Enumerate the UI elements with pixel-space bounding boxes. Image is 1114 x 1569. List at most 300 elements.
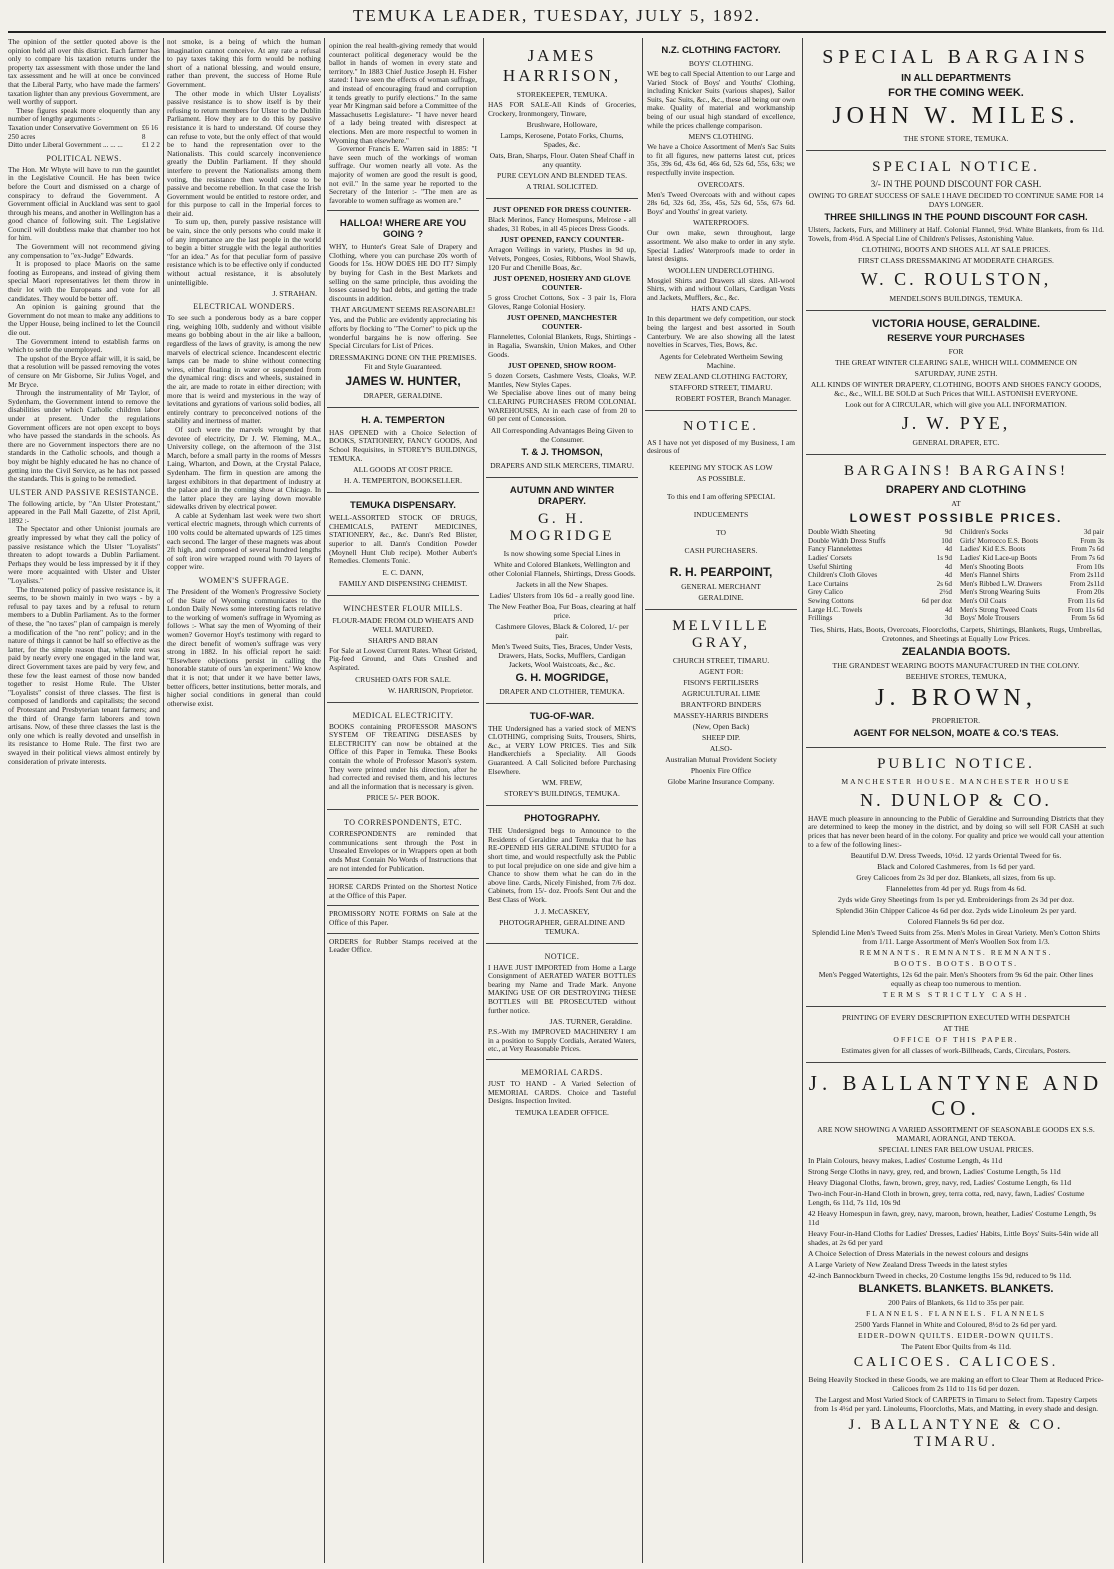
column-rule [802, 38, 803, 1563]
ad-line: KEEPING MY STOCK AS LOW [669, 463, 773, 473]
ad-name: JAMES HARRISON, [502, 46, 622, 85]
ad-line: PRINTING OF EVERY DESCRIPTION EXECUTED WITH DESPATCH [842, 1013, 1070, 1023]
ad-subheading: OVERCOATS. [697, 179, 745, 189]
article-paragraph: These figures speak more eloquently than any number of lengthy arguments :- [8, 105, 160, 124]
ad-line: LOWEST POSSIBLE PRICES. [849, 511, 1063, 526]
article-paragraph: The Hon. Mr Whyte will have to run the gauntlet in the Legislative Council. He has been twice before the Court and dismissed on a charge of conspiracy to defraud the Government. A Government official in Auckland was sent to gaol through his means, and another in Wellington has a good chance of following suit. The Legislative Council will doubtless make that chamber too hot for him. [8, 164, 160, 243]
price-row [808, 554, 952, 563]
masthead-title: TEMUKA LEADER, TUESDAY, JULY 5, 1892. [352, 6, 762, 25]
price-value: 3d pair [1083, 528, 1104, 537]
ad-line: FOR THE COMING WEEK. [888, 87, 1024, 99]
ad-line: CASH PURCHASERS. [684, 546, 758, 556]
price-row [960, 588, 1104, 597]
article-paragraph: not smoke, is a being of which the human imagination cannot conceive. At any rate a refusal to pay taxes taking this form would be nothing short of a national blessing, and would ensure, rather than prevent, the success of Home Rule Government. [167, 38, 321, 89]
price-row [960, 554, 1104, 563]
ad-text: WHY, to Hunter's Great Sale of Drapery and Clothing, where you can purchase 20s worth of Goods for 15s. HOW DOES HE DO IT? Simply by buying for Cash in the Best Markets and selling on the same principle, thus avoiding the losses caused by bad debts, and getting the trade discounts in addition. [329, 242, 477, 303]
ad-text: Ulsters, Jackets, Furs, and Millinery at Half. Colonial Flannel, 9½d. White Blankets, from 6s 11d. Towels, from 4½d. A Special Line of Children's Pelisses, Astonishing Value. [808, 225, 1104, 243]
ad-line: SATURDAY, JUNE 25TH. [914, 369, 998, 379]
price-row [808, 597, 952, 606]
price-value: From 11s 6d [1067, 605, 1104, 614]
ad-sub: GENERAL MERCHANT [681, 582, 761, 592]
opening-item [488, 205, 636, 233]
section-heading: WOMEN'S SUFFRAGE. [198, 576, 290, 586]
article-paragraph: The opinion of the settler quoted above is the opinion held all over this district. Each farmer has only to compare his taxation returns under the property tax assessment with those under the land tax assessment and he will at once be convinced that the Liberal Party, who have made the farmers' taxation lighter than any previous Government, are well worthy of support. [8, 38, 160, 107]
price-item: Ladies' Kid E.S. Boots [960, 545, 1026, 554]
article-paragraph: The other mode in which Ulster Loyalists' passive resistance is to show itself is by their refusing to return members for Ulster to the Dublin Parliament. How they are to do this by passive resistance it is hard to understand. Of course they can refuse to vote, but the only effect of that would be to hand the representation over to the Nationalists. This could scarcely inconvenience greatly the Dublin Parliament. If they should interfere to prevent the Nationalists among them voting, the resistance then would cease to be passive and become rebellion. In that case the Irish Government would be entitled to restore order, and for this purpose to call in the Imperial forces to their aid. [167, 88, 321, 218]
price-value: 4d [944, 545, 952, 554]
ad-line: Look out for A CIRCULAR, which will give you ALL INFORMATION. [845, 400, 1067, 410]
advertisement-dispensary [327, 493, 479, 596]
article-paragraph: The Government will not recommend giving any compensation to "ex-Judge" Edwards. [8, 242, 160, 260]
ad-name: W. C. ROULSTON, [860, 269, 1052, 290]
ad-sig: TEMUKA LEADER OFFICE. [515, 1107, 609, 1117]
ad-name: JOHN W. MILES. [832, 103, 1080, 129]
notice-promissory [327, 906, 479, 933]
advertisement-thomson [486, 199, 638, 478]
ad-line: Lamps, Kerosene, Potato Forks, Churns, Spades, &c. [500, 131, 624, 150]
ad-line: Men's Tweed Suits, Ties, Braces, Under Vests, Drawers, Hats, Socks, Mufflers, Cardigan Jackets, Wool Waistcoats, &c., &c. [491, 641, 633, 669]
ad-list-item: AGRICULTURAL LIME [681, 689, 761, 699]
price-list-right [960, 528, 1104, 623]
price-item: Ladies' Kid Lace-up Boots [960, 553, 1037, 562]
advertisement-mogridge [486, 478, 638, 704]
price-item: Men's Strong Tweed Coats [960, 605, 1038, 614]
ad-line: AS POSSIBLE. [696, 474, 746, 484]
opening-text: Black Merinos, Fancy Homespuns, Melrose - all shades, 31 Robes, in all 45 pieces Dress Goods. [488, 215, 636, 233]
ad-text: CORRESPONDENTS are reminded that communications sent through the Post in Unsealed Envelopes or in Wrappers open at both ends Must Contain No Words of Instructions that are not intended for Publication. [329, 829, 477, 873]
price-row [808, 606, 952, 615]
ad-line: ALL GOODS AT COST PRICE. [353, 465, 453, 475]
column-4 [486, 38, 638, 1563]
ad-list-item: Beautiful D.W. Dress Tweeds, 10½d. 12 yards Oriental Tweed for 6s. [850, 851, 1062, 861]
ad-list-item: Phoenix Fire Office [690, 766, 752, 776]
ad-heading: MEMORIAL CARDS. [521, 1067, 603, 1077]
ad-name: MELVILLE GRAY, [672, 618, 770, 652]
ad-sub: DRAPERS AND SILK MERCERS, TIMARU. [490, 460, 634, 470]
article-paragraph: The upshot of the Bryce affair will, it is said, be that a resolution will be passed removing the votes of censure on Mr Gisborne, Sir Julius Vogel, and Mr Bryce. [8, 353, 160, 389]
ad-line: ALL KINDS OF WINTER DRAPERY, CLOTHING, BOOTS AND SHOES FANCY GOODS, &c., &c., WILL BE SOLD at Such Prices that WILL ASTONISH EVERYONE. [810, 380, 1102, 399]
ad-line: CLOTHING, BOOTS AND SHOES ALL AT SALE PRICES. [861, 245, 1051, 255]
ad-list-item: 42-inch Bannockburn Tweed in checks, 20 Costume lengths 15s 9d, reduced to 9s 11d. [808, 1271, 1072, 1281]
price-row [960, 528, 1104, 537]
ad-sig: WM. FREW, [541, 778, 582, 788]
article-paragraph: The Government intend to establish farms on which to settle the unemployed. [8, 336, 160, 355]
opening-text: Arragon Veilings in variety, Plushes in 9d up, Velvets, Pongees, Cosies, Ribbons, Wool Shawls, 120 Fur and Chenille Boas, &c. [488, 245, 636, 272]
opening-title: JUST OPENED, MANCHESTER COUNTER- [506, 313, 618, 332]
ad-list-item: Splendid 36in Chipper Calicoe 4s 6d per doz. 2yds wide Linoleum 2s per yard. [835, 906, 1077, 916]
ad-text: Yes, and the Public are evidently appreciating his efforts by flocking to "The Corner" to pick up the wonderful bargains he is now offering. See Special Circulars for List of Prices. [329, 315, 477, 351]
ad-line: Men's Pegged Watertights, 12s 6d the pair. Men's Shooters from 9s 6d the pair. Other lines equally as cheap too numerous to mention. [818, 970, 1094, 989]
advertisement-printing [806, 1007, 1106, 1063]
article-continuation [327, 38, 479, 211]
article-paragraph: opinion the real health-giving remedy that would counteract political degeneracy would be the ballot in hands of women in every state and territory." In 1883 Chief Justice Joseph H. Fisher stated: I have seen the effects of woman suffrage, and instead of encouraging fraud and corruption it tends greatly to purify elections." In the same year Mr Kingman said before a Committee of the Massachusetts Legislature:- "I have never heard of a lady being treated with disrespect at elections. Men are more respectful to women in Wyoming than elsewhere." [329, 41, 477, 145]
advertisement-tug-of-war [486, 704, 638, 807]
advertisement-dunlop [806, 748, 1106, 1007]
price-value: 4d [944, 562, 952, 571]
ad-heading: BARGAINS! BARGAINS! [843, 463, 1069, 480]
ad-line: The Patent Ebor Quilts from 4s 11d. [900, 1342, 1012, 1352]
ad-sub: CHURCH STREET, TIMARU. [672, 656, 770, 666]
ad-heading: MEDICAL ELECTRICITY. [352, 710, 454, 720]
opening-item [488, 274, 636, 311]
ad-line: AGENT FOR: [698, 667, 744, 677]
price-item: Double Width Sheeting [808, 528, 876, 537]
ad-sub: PHOTOGRAPHER, GERALDINE AND TEMUKA. [499, 917, 625, 936]
ad-list-item: FISON'S FERTILISERS [683, 678, 759, 688]
ad-sub: DRAPER, GERALDINE. [363, 390, 443, 400]
ad-name: R. H. PEARPOINT, [669, 565, 773, 580]
ad-text: BOOKS containing PROFESSOR MASON'S SYSTEM OF TREATING DISEASES by ELECTRICITY can now be obtained at the Office of this Paper in Temuka. These Books contain the whole of Professor Mason's system. They were printed under his direction, after he had corrected and revised them, and his lectures and all the information that is necessary is given. [329, 721, 477, 791]
notice-rubber-stamps [327, 934, 479, 960]
ad-text: HAS OPENED with a Choice Selection of BOOKS, STATIONERY, FANCY GOODS, And School Requisites, in STOREY'S BUILDINGS, TEMUKA. [329, 427, 477, 463]
ad-heading: WINCHESTER FLOUR MILLS. [343, 603, 463, 613]
ad-text: AS I have not yet disposed of my Business, I am desirous of [647, 437, 795, 456]
ad-line: To this end I am offering SPECIAL [666, 492, 776, 502]
advertisement-melville-gray [645, 610, 797, 793]
ad-text: Mosgiel Shirts and Drawers all sizes. All-wool Shirts, with and without Collars, Cardigan Vests and Jackets, Mufflers, &c., &c. [647, 275, 795, 302]
ad-sig: J. BALLANTYNE & CO. TIMARU. [848, 1417, 1064, 1451]
article-paragraph: Through the instrumentality of Mr Taylor, of Sydenham, the Government intend to remove the disabilities under which Catholic children labor under at present. Under the regulations Government officers are not open except to boys who have passed the standards in the schools. As there are no Government inspectors there are no standards in the Catholic schools, and though a boy might be highly educated he has no chance of getting into the Civil Service, as he has not passed the standards. This is going to be remedied. [8, 388, 160, 484]
ad-line: DRESSMAKING DONE ON THE PREMISES. Fit and Style Guaranteed. [329, 352, 477, 371]
ad-line: Being Heavily Stocked in these Goods, we are making an effort to Clear Them at Reduced Price-Calicoes from 2s 11d to 11s 6d per dozen. [808, 1375, 1104, 1394]
price-row [960, 606, 1104, 615]
ad-line: CRUSHED OATS FOR SALE. [355, 674, 451, 684]
ad-list-item: Strong Serge Cloths in navy, grey, red, and brown, Ladies' Costume Length, 5s 11d [808, 1167, 1061, 1177]
price-list [808, 528, 1104, 623]
ad-text: WE beg to call Special Attention to our Large and Varied Stock of Boys' and Youths' Clothing, including Knicker Suits (various shapes), Sailor Suits, Sac Suits, &c., &c., these all being our own make. Quality of material and workmanship being of our usual high standard of excellence, while the prices challenge comparison. [647, 69, 795, 130]
ad-line: BEEHIVE STORES, TEMUKA, [905, 671, 1007, 681]
column-rule [163, 38, 164, 1563]
ad-name: JAMES W. HUNTER, [345, 373, 461, 388]
ad-line: FLANNELS. FLANNELS. FLANNELS [865, 1309, 1047, 1319]
article-paragraph: The following article, by "An Ulster Protestant," appeared in the Pall Mall Gazette, of 21st April, 1892 :- [8, 498, 160, 525]
column-3 [327, 38, 479, 1563]
ad-line: AGENT FOR NELSON, MOATE & CO.'S TEAS. [853, 727, 1059, 739]
price-value: From 20s [1076, 588, 1104, 597]
ad-sub: STOREKEEPER, TEMUKA. [516, 90, 608, 99]
price-item: Men's Strong Wearing Suits [960, 588, 1041, 597]
ad-line: EIDER-DOWN QUILTS. EIDER-DOWN QUILTS. [857, 1331, 1055, 1341]
ad-line: Cashmere Gloves, Black & Colored, 1/- per pair. [495, 621, 629, 640]
price-item: Men's Shooting Boots [960, 562, 1024, 571]
opening-title: JUST OPENED, SHOW ROOM- [507, 361, 617, 371]
price-value: 4d [944, 571, 952, 580]
price-row [960, 537, 1104, 546]
advertisement-harrison [486, 38, 638, 199]
ad-heading: H. A. TEMPERTON [361, 414, 445, 426]
ad-line: FOR [948, 347, 964, 357]
ad-text: Men's Tweed Overcoats with and without capes 28s 6d, 32s 6d, 35s, 45s, 52s 6d, 55s, 67s 6d. Boys' and Youths' in great variety. [647, 189, 795, 216]
ad-line: Oats, Bran, Sharps, Flour. Oaten Sheaf Chaff in any quantity. [489, 151, 635, 170]
ad-heading: N.Z. CLOTHING FACTORY. [661, 45, 781, 56]
ad-heading: PUBLIC NOTICE. [877, 755, 1035, 772]
ad-sig: E. C. DANN, [382, 567, 424, 577]
opening-title: JUST OPENED, FANCY COUNTER- [500, 235, 624, 245]
opening-item [488, 313, 636, 359]
price-item: Useful Shirting [808, 562, 853, 571]
price-value: From 5s 6d [1071, 614, 1104, 623]
ad-line: THE GRANDEST WEARING BOOTS MANUFACTURED IN THE COLONY. [832, 660, 1080, 670]
ad-line: Estimates given for all classes of work-Billheads, Cards, Circulars, Posters. [841, 1046, 1071, 1056]
price-item: Ladies' Corsets [808, 553, 852, 562]
ad-line: NEW ZEALAND CLOTHING FACTORY, [654, 371, 788, 381]
price-value: From 3s [1080, 536, 1104, 545]
ad-text: THE Undersigned has a varied stock of MEN'S CLOTHING, comprising Suits, Trousers, Shirts, &c., at VERY LOW PRICES. Ties and Silk Handkerchiefs a Speciality. All Goods Guaranteed. A Call Solicited before Purchasing Elsewhere. [488, 723, 636, 776]
price-row [808, 545, 952, 554]
ad-list-item: Flannelettes from 4d per yd. Rugs from 4s 6d. [885, 884, 1027, 894]
article-paragraph: The President of the Women's Progressive Society of the State of Wyoming communicates to the London Daily News some interesting facts relative to the working of women's suffrage in Wyoming as follows :- What say the men of Wyoming of their women? Governor Hoyt's testimony with regard to the direct benefit of women's suffrage was very strong in 1882. In his official report he said: "Elsewhere objections persist in calling the honorable statute of ours 'an experiment.' We know that it is not; that under it we have better laws, better officers, better institutions, better morals, and higher social conditions in general than could otherwise exist. [167, 587, 321, 708]
opening-item [488, 361, 636, 389]
ad-line: Agents for Celebrated Wertheim Sewing Machine. [659, 351, 783, 370]
ad-sub: GENERAL DRAPER, ETC. [912, 438, 1000, 448]
article-paragraph: An opinion is gaining ground that the Government do not mean to make any additions to the Upper House, being inclined to let the Council die out. [8, 302, 160, 337]
article-paragraph: To sum up, then, purely passive resistance will be vain, since the only persons who could make it of any importance are the last people in the world to begin a bitter struggle with the legal authorities "for an idea." As for that peculiar form of passive resistance which is to be effective only if conducted without actual resistance, it is absolutely unintelligible. [167, 217, 321, 287]
ad-subheading: WATERPROOFS. [693, 218, 749, 228]
price-value: 2s 6d [936, 579, 952, 588]
price-row [808, 528, 952, 537]
opening-title: JUST OPENED FOR DRESS COUNTER- [492, 205, 632, 215]
author-signature: J. STRAHAN. [272, 289, 317, 299]
ad-heading: AUTUMN AND WINTER DRAPERY. [509, 484, 615, 507]
ad-list-item: MASSEY-HARRIS BINDERS [673, 711, 769, 721]
advertisement-memorial-cards [486, 1060, 638, 1124]
ad-sub: PROPRIETOR. [931, 715, 981, 725]
article-paragraph: Of such were the marvels wrought by that devotee of electricity, Dr J. W. Fleming, M.A., University college, on the afternoon of the 31st March, before a small party in the rooms of Messrs Laing, Wharton, and Down, at the Crystal Palace, Sydenham. The firm in question are among the largest exhibitors in that department of industry at the palace and in the coming show at Chicago. In the latter place they are laying down movable sidewalks driven by electrical power. [167, 424, 321, 512]
advertisement-photography [486, 806, 638, 943]
price-row [808, 614, 952, 623]
ad-text: For Sale at Lowest Current Rates. Wheat Gristed, Pig-feed Ground, and Oats Crushed and Aspirated. [329, 645, 477, 672]
ad-line: THE GREAT WINTER CLEARING SALE, WHICH WILL COMMENCE ON [835, 358, 1077, 368]
ad-sig: G. H. MOGRIDGE, [515, 671, 609, 684]
ad-line: 200 Pairs of Blankets, 6s 11d to 35s per pair. [888, 1298, 1024, 1308]
column-rule [324, 38, 325, 1563]
price-value: 4d [944, 605, 952, 614]
price-row [960, 597, 1104, 606]
ad-name: J. W. PYE, [901, 413, 1011, 434]
ad-text: We Specialise above lines out of many being CLEARING PURCHASES FROM COLONIAL WAREHOUSES, At in each case of from 20 to 60 per cent of Concession. [488, 388, 636, 424]
section-heading: ULSTER AND PASSIVE RESISTANCE. [9, 487, 159, 497]
ad-line: 2500 Yards Flannel in White and Coloured, 8½d to 2s 6d per yard. [855, 1320, 1057, 1330]
price-value: From 11s 6d [1067, 596, 1104, 605]
ad-heading: VICTORIA HOUSE, GERALDINE. [871, 318, 1041, 331]
ad-sub: GERALDINE. [698, 593, 744, 603]
tax-label: Ditto under Liberal Government ... ... ... [8, 141, 123, 150]
ad-text: HAS FOR SALE-All Kinds of Groceries, Crockery, Ironmongery, Tinware, [488, 100, 636, 118]
price-value: 9d [944, 528, 952, 537]
price-item: Double Width Dress Stuffs [808, 536, 886, 545]
article-paragraph: The Spectator and other Unionist journals are greatly impressed by what they call the policy of passive resistance which the Ulster "Loyalists" threaten to adopt towards a Dublin Parliament. Perhaps they would be less impressed by it if they were more acquainted with Ulster and Ulster "Loyalists." [8, 524, 160, 586]
ad-heading: SPECIAL NOTICE. [872, 159, 1040, 175]
column-rule [642, 38, 643, 1563]
ad-line: Ties, Shirts, Hats, Boots, Overcoats, Floorcloths, Carpets, Shirtings, Blankets, Rugs, Umbrellas, Cretonnes, and Sheetings at Equally Low Prices. [810, 624, 1102, 643]
advertisement-temperton [327, 408, 479, 493]
opening-item [488, 235, 636, 272]
ad-line: Brushware, Holloware, [526, 120, 598, 130]
price-item: Fancy Flannelettes [808, 545, 863, 554]
advertisement-turner-notice [486, 944, 638, 1060]
ad-line: BOOTS. BOOTS. BOOTS. [893, 959, 1019, 969]
price-item: Large H.C. Towels [808, 605, 863, 614]
ad-text: JUST TO HAND - A Varied Selection of MEMORIAL CARDS. Choice and Tasteful Designs. Inspection Invited. [488, 1078, 636, 1106]
ad-list-item: 2yds wide Grey Sheetings from 1s per yd. Embroiderings from 2s 3d per doz. [838, 895, 1074, 905]
ad-sub: FAMILY AND DISPENSING CHEMIST. [338, 578, 468, 588]
ad-name: T. & J. THOMSON, [521, 446, 603, 458]
column-6 [806, 38, 1106, 1563]
ad-sub: DRAPER AND CLOTHIER, TEMUKA. [499, 686, 625, 696]
ad-list-item: A Large Variety of New Zealand Dress Tweeds in the latest styles [808, 1260, 1008, 1270]
tax-value: £6 16 8 [141, 123, 158, 141]
price-item: Boys' Mole Trousers [960, 614, 1020, 623]
ad-line: MANCHESTER HOUSE. MANCHESTER HOUSE [841, 776, 1071, 786]
ad-sig: J. J. McCASKEY, [534, 906, 590, 916]
ad-heading: TEMUKA DISPENSARY. [350, 500, 456, 512]
ad-line: Ladies' Ulsters from 10s 6d - a really good line. [489, 590, 635, 600]
ad-line: ZEALANDIA BOOTS. [901, 645, 1011, 658]
ad-line: PURE CEYLON AND BLENDED TEAS. [496, 171, 627, 181]
advertisement-brown [806, 455, 1106, 748]
column-1 [8, 38, 160, 1563]
column-rule [483, 38, 484, 1563]
ad-line: Is now showing some Special Lines in [503, 548, 621, 558]
advertisement-hunter [327, 211, 479, 408]
ad-heading: TUG-OF-WAR. [529, 710, 595, 722]
article-paragraph: Governor Francis E. Warren said in 1885: "I have seen much of the workings of woman suffrage. Our women nearly all vote. As the majority of women are good the result is good, not evil." In the same year he reported to the Secretary of the Interior :- "The men are as favorable to women suffrage as women are." [329, 144, 477, 205]
price-item: Lace Curtains [808, 579, 849, 588]
price-value: From 10s [1076, 562, 1104, 571]
column-2 [167, 38, 321, 1563]
ad-line: DRAPERY AND CLOTHING [885, 484, 1027, 497]
ad-list-item: Heavy Four-in-Hand Cloths for Ladies' Dresses, Ladies' Habits, Little Boys' Suits-54in wide all shades, at 2s 6d per yard [808, 1229, 1099, 1248]
tax-row [8, 124, 160, 141]
ad-line: ALSO- [709, 744, 733, 754]
ad-line: PRICE 5/- PER BOOK. [366, 793, 440, 803]
ad-line: STAFFORD STREET, TIMARU. [669, 382, 773, 392]
price-value: 6d per doz [921, 596, 952, 605]
ad-line: THAT ARGUMENT SEEMS REASONABLE! [330, 305, 476, 315]
ad-line: Splendid Line Men's Tweed Suits from 25s. Men's Moles in Great Variety. Men's Cotton Shirts from 1/11. Large Assortment of Men's Woollen Sox from 1/3. [812, 928, 1100, 947]
ad-sig: H. A. TEMPERTON, BOOKSELLER. [343, 476, 463, 486]
article-paragraph: To see such a ponderous body as a bare copper ring, weighing 10lb, suddenly and without visible means go bobbing about in the air like a balloon, regardless of the laws of gravity, is among the new marvels of electrical science. Incandescent electric lamps can be made to shine without connecting wires, either floating in water or suspended from the dynamical ring: discs and wheels, sustained in the air, are made to rotate in either direction; with more that is weird and mysterious in the way of levitations and gyrations of various solid bodies, all entirely contrary to preconceived notions of the stability and inertness of matter. [167, 313, 321, 426]
price-item: Men's Flannel Shirts [960, 571, 1020, 580]
ad-line: FIRST CLASS DRESSMAKING AT MODERATE CHARGES. [858, 256, 1054, 266]
ad-line: Jackets in all the New Shapes. [516, 579, 608, 589]
advertisement-pye [806, 311, 1106, 455]
price-value: 1s 9d [936, 553, 952, 562]
price-item: Children's Cloth Gloves [808, 571, 878, 580]
ad-heading: PHOTOGRAPHY. [524, 813, 600, 825]
ad-line: SPECIAL LINES FAR BELOW USUAL PRICES. [878, 1145, 1034, 1155]
price-value: From 7s 6d [1071, 545, 1104, 554]
price-item: Sewing Cottons [808, 596, 854, 605]
ad-line: RESERVE YOUR PURCHASES [887, 333, 1025, 345]
ad-heading: NOTICE. [683, 418, 759, 434]
price-item: Men's Ribbed L.W. Drawers [960, 579, 1042, 588]
section-heading: POLITICAL NEWS. [46, 153, 122, 163]
tax-value: £1 2 2 [142, 141, 160, 150]
price-row [808, 580, 952, 589]
ad-list-item: Globe Marine Insurance Company. [667, 777, 775, 787]
opening-text: 5 gross Crochet Cottons, Sox - 3 pair 1s, Flora Gloves, Range Colonial Hosiery. [488, 293, 636, 311]
ad-sub: STOREY'S BUILDINGS, TEMUKA. [504, 789, 620, 799]
price-value: From 2s11d [1069, 579, 1104, 588]
ad-line: A TRIAL SOLICITED. [526, 182, 598, 192]
ad-line: AT [951, 499, 961, 509]
ad-text: ORDERS for Rubber Stamps received at the Leader Office. [329, 936, 477, 955]
ad-name: N. DUNLOP & CO. [860, 789, 1052, 810]
ad-line: All Corresponding Advantages Being Given to the Consumer. [490, 425, 634, 444]
advertisement-miles [806, 38, 1106, 151]
ad-text: PROMISSORY NOTE FORMS on Sale at the Office of this Paper. [329, 909, 477, 928]
ad-line: White and Colored Blankets, Wellington and other Colonial Flannels, Shirtings, Dress Goods. [488, 559, 636, 578]
ad-list-item: Australian Mutual Provident Society [665, 755, 777, 765]
ad-list-item: (New, Open Back) [692, 722, 750, 732]
price-row [808, 563, 952, 572]
tax-label: Taxation under Conservative Government on 250 acres [8, 123, 138, 141]
ad-list-item: Grey Calicoes from 2s 3d per doz. Blankets, all sizes, from 6s up. [856, 873, 1056, 883]
price-item: Girls' Morrocco E.S. Boots [960, 536, 1039, 545]
advertisement-roulston [806, 151, 1106, 311]
ad-name: J. BROWN, [875, 684, 1037, 711]
ad-line: FLOUR-MADE FROM OLD WHEATS AND WELL MATURED. [332, 615, 474, 634]
notice-correspondents [327, 810, 479, 879]
ad-list-item: Heavy Diagonal Cloths, fawn, brown, grey, navy, red, Ladies' Costume Length, 6s 11d [808, 1178, 1072, 1188]
ad-line: IN ALL DEPARTMENTS [901, 73, 1011, 84]
article-paragraph: The threatened policy of passive resistance is, it seems, to be shown mainly in two ways - by a refusal to pay taxes and by a refusal to return members to a Dublin Parliament. As to the former of these, the "no taxes" plan of campaign is merely a modification of the "no rent" policy; and in the nature of things it cannot be half so effective as the latter, for the simple reason that, while rent was paid by nearly every one engaged in the land war, direct Government taxes are paid by very few, and these few the least earnest of those now banded together to resist Home Rule. The Ulster "Loyalists" consist of three classes. The first is composed of landlords and capitalists; the second of Protestant and Presbyterian tenant farmers; and the third of Orange farm laborers and town artisans. Now, of these three classes the last is the only one which is really devoted and unselfish in its resistance to Home Rule. The first two are swayed in their political views almost entirely by consideration of private interests. [8, 584, 160, 766]
price-row [960, 614, 1104, 623]
ad-list-item: SHEEP DIP. [701, 733, 741, 743]
ad-line: 3/- IN THE POUND DISCOUNT FOR CASH. [870, 179, 1042, 189]
ad-line: INDUCEMENTS [693, 510, 749, 520]
column-5 [645, 38, 797, 1563]
ad-line: BLANKETS. BLANKETS. BLANKETS. [858, 1283, 1054, 1296]
ad-line: TERMS STRICTLY CASH. [882, 990, 1030, 1000]
advertisement-nz-clothing [645, 38, 797, 411]
ad-line: ARE NOW SHOWING A VARIED ASSORTMENT OF SEASONABLE GOODS EX S.S. MAMARI, AORANGI, AND TEKOA. [817, 1125, 1095, 1144]
ad-text: WELL-ASSORTED STOCK OF DRUGS, CHEMICALS, PATENT MEDICINES, STATIONERY, &c., &c. Dann's Red Blister, superior to all. Dann's Condition Powder (Moynell Hunt Club recipe). Mother Aubert's Remedies. Clements Tonic. [329, 513, 477, 566]
opening-title: JUST OPENED, HOSIERY AND GLOVE COUNTER- [493, 274, 631, 293]
ad-line: SHARPS AND BRAN [368, 635, 438, 645]
ad-sig: W. HARRISON, Proprietor. [387, 685, 473, 695]
price-item: Frillings [808, 614, 833, 623]
ad-list-item: BRANTFORD BINDERS [680, 700, 762, 710]
ad-line: REMNANTS. REMNANTS. REMNANTS. [859, 948, 1053, 958]
opening-text: 5 dozen Corsets, Cashmere Vests, Cloaks, W.P. Mantles, New Styles Capes. [488, 371, 636, 389]
article-paragraph: A cable at Sydenham last week were two short vertical electric magnets, through which currents of 100 volts could be alternated upwards of 125 times each second. The larger of these magnets was about 2ft high, and composed of several hundred lengths of soft iron wire wrapped round with 70 layers of copper wire. [167, 510, 321, 572]
price-row [808, 571, 952, 580]
ad-line: OWING TO GREAT SUCCESS OF SALE I HAVE DECIDED TO CONTINUE SAME FOR 14 DAYS LONGER. [808, 191, 1104, 209]
advertisement-flour-mills [327, 596, 479, 703]
price-row [960, 571, 1104, 580]
ad-list-item: 42 Heavy Homespun in fawn, grey, navy, maroon, brown, heather, Ladies' Costume Length, 9s 11d [808, 1209, 1097, 1228]
opening-text: Flannelettes, Colonial Blankets, Rugs, Shirtings - in Ragalia, Swanskin, Union Makes, and Other Goods. [488, 332, 636, 359]
ad-subheading: MEN'S CLOTHING. [688, 132, 754, 142]
ad-text: In this department we defy competition, our stock being the largest and best assorted in South Canterbury. We are also showing all the latest novelties in Scarves, Ties, Bows, &c. [647, 314, 795, 350]
ad-heading: HALLOA! WHERE ARE YOU GOING ? [339, 218, 467, 241]
advertisement-electricity [327, 703, 479, 811]
price-row [808, 537, 952, 546]
tax-row [8, 141, 160, 150]
ad-subheading: WOOLLEN UNDERCLOTHING. [667, 265, 775, 275]
price-item: Grey Calico [808, 588, 843, 597]
ad-name: G. H. MOGRIDGE [509, 510, 615, 544]
ad-list-item: A Choice Selection of Dress Materials in the newest colours and designs [808, 1249, 1029, 1259]
advertisement-ballantyne [806, 1063, 1106, 1460]
ad-heading: NOTICE. [544, 951, 580, 961]
ad-line: The New Feather Boa, Fur Boas, clearing at half price. [488, 601, 636, 620]
ad-text: HORSE CARDS Printed on the Shortest Notice at the Office of this Paper. [329, 882, 477, 900]
article-paragraph: It is proposed to place Maoris on the same footing as Europeans, and instead of giving them special Maori representatives let them throw in their lot with the Europeans and vote for all candidates. They would be better off. [8, 259, 160, 303]
section-heading: ELECTRICAL WONDERS. [193, 302, 295, 312]
